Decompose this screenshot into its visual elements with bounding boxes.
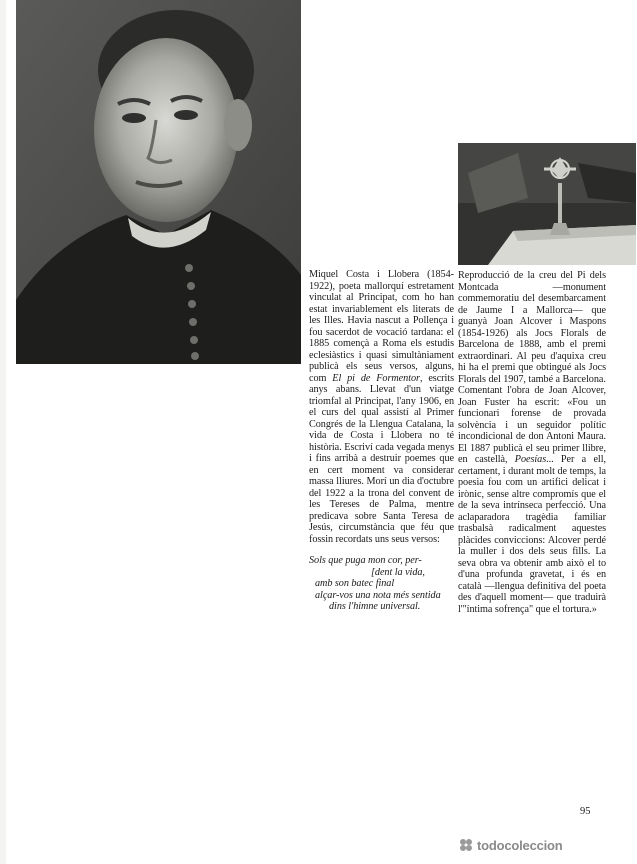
poem-line-5: dins l'himne universal. xyxy=(329,601,421,612)
left-caption-body-cont: , escrits anys abans. Llevat d'un viatge triomfal al Principat, l'any 1906, en el curs del qual assistí al Primer Congrés de la Llengua Catalana, la vida de Costa i Llobera no té història. Escriví cada vegada menys i fins arribà a destruir poemes que en cert moment va considerar massa lliures. Morí un dia d'octubre del 1922 a la trona del convent de les Tereses de Palma, mentre predicava sobre Santa Teresa de Jesús, circumstància que féu que fossin recordats uns seus versos: xyxy=(309,372,454,545)
cross-trophy-photo xyxy=(458,143,636,265)
poem-quote xyxy=(309,555,454,613)
right-caption-p2b: ... Per a ell, certament, i durant molt de temps, la poesia fou com un artifici delicat i irònic, sense altre compromís que el de la seva intrínseca perfecció. Una aclaparadora tragèdia familiar trasbalsà radicalment aquestes plàcides conviccions: Alcover perdé la muller i dos dels seus fills. La seva obra va obtenir amb això el to d'una profunda gravetat, i és en català —llengua definitiva del poeta des d'aquell moment— que traduirà l'"íntima sofrença" que el tortura.» xyxy=(458,454,606,615)
watermark-logo-icon xyxy=(459,838,473,852)
page-edge xyxy=(0,0,6,864)
left-caption-body: Miquel Costa i Llobera (1854-1922), poeta mallorquí estretament vinculat al Principat, com ho han estat invariablement els literats de les Illes. Havia nascut a Pollença i fou sacerdot de vocació tardana: el 1885 començà a Roma els estudis eclesiàstics i quasi simultàniament publicà els seus versos, alguns, com xyxy=(309,269,454,384)
right-caption-paragraph-2 xyxy=(458,385,606,615)
watermark-text: todocoleccion xyxy=(477,837,563,853)
watermark xyxy=(459,836,637,854)
poem-line-1: Sols que puga mon cor, per- xyxy=(309,555,422,566)
poem-line-2: [dent la vida, xyxy=(371,566,425,578)
page-number: 95 xyxy=(580,806,591,817)
right-caption xyxy=(458,270,606,615)
poem-line-3: amb son batec final xyxy=(315,578,395,589)
left-caption xyxy=(309,269,454,613)
right-caption-paragraph-1: Reproducció de la creu del Pi dels Montcada —monument commemoratiu del desembarcament de Jaume I a Mallorca— que guanyà Joan Alcover i Maspons (1854-1926) als Jocs Florals de Barcelona de 1888, amb el premi extraordinari. Al peu d'aquixa creu hi ha el premi que obtingué als Jocs Florals del 1907, també a Barcelona. xyxy=(458,270,606,385)
left-caption-title: El pi de Formentor xyxy=(332,372,420,384)
right-caption-p2a: Comentant l'obra de Joan Alcover, Joan Fuster ha escrit: «Fou un funcionari forense de provada solvència i un seguidor polític incondicional de don Antoni Maura. El 1887 publicà el seu primer llibre, en castellà, xyxy=(458,385,606,465)
right-caption-book-title: Poesías xyxy=(514,454,547,465)
portrait-photo xyxy=(16,0,301,364)
poem-line-4: alçar-vos una nota més sentida xyxy=(315,589,441,601)
